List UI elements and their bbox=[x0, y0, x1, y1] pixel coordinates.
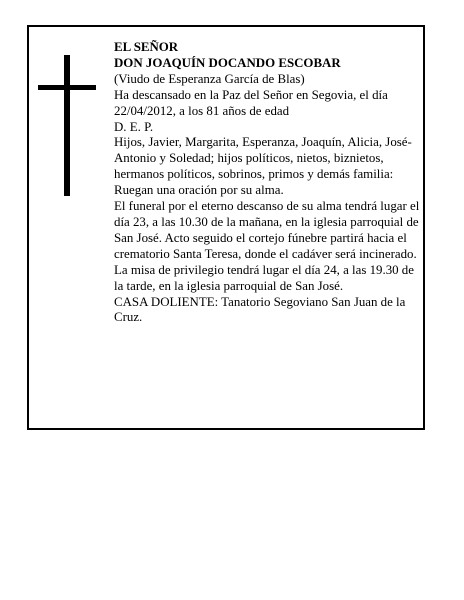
mass-paragraph: La misa de privilegio tendrá lugar el día 24, a las 19.30 de la tarde, en la iglesia parroquial de San José. bbox=[114, 262, 414, 293]
cross-vertical-bar bbox=[64, 55, 70, 196]
notice-title: EL SEÑOR bbox=[114, 40, 179, 54]
deceased-name: DON JOAQUÍN DOCANDO ESCOBAR bbox=[114, 55, 341, 70]
prayer-line: Ruegan una oración por su alma. bbox=[114, 183, 284, 198]
widower-line: (Viudo de Esperanza García de Blas) bbox=[114, 71, 305, 86]
family-paragraph: Hijos, Javier, Margarita, Esperanza, Joaquín, Alicia, José-Antonio y Soledad; hijos políticos, nietos, biznietos, hermanos políticos, sobrinos, primos y demás familia: bbox=[114, 135, 412, 182]
passing-paragraph: Ha descansado en la Paz del Señor en Segovia, el día 22/04/2012, a los 81 años de edad bbox=[114, 87, 388, 118]
cross-horizontal-bar bbox=[38, 85, 96, 90]
rip-line: D. E. P. bbox=[114, 119, 154, 134]
obituary-text bbox=[114, 40, 420, 326]
house-paragraph: CASA DOLIENTE: Tanatorio Segoviano San Juan de la Cruz. bbox=[114, 294, 406, 325]
funeral-paragraph: El funeral por el eterno descanso de su alma tendrá lugar el día 23, a las 10.30 de la mañana, en la iglesia parroquial de San José. Acto seguido el cortejo fúnebre partirá hacia el crematorio Santa Teresa, donde el cadáver será incinerado. bbox=[114, 199, 420, 261]
